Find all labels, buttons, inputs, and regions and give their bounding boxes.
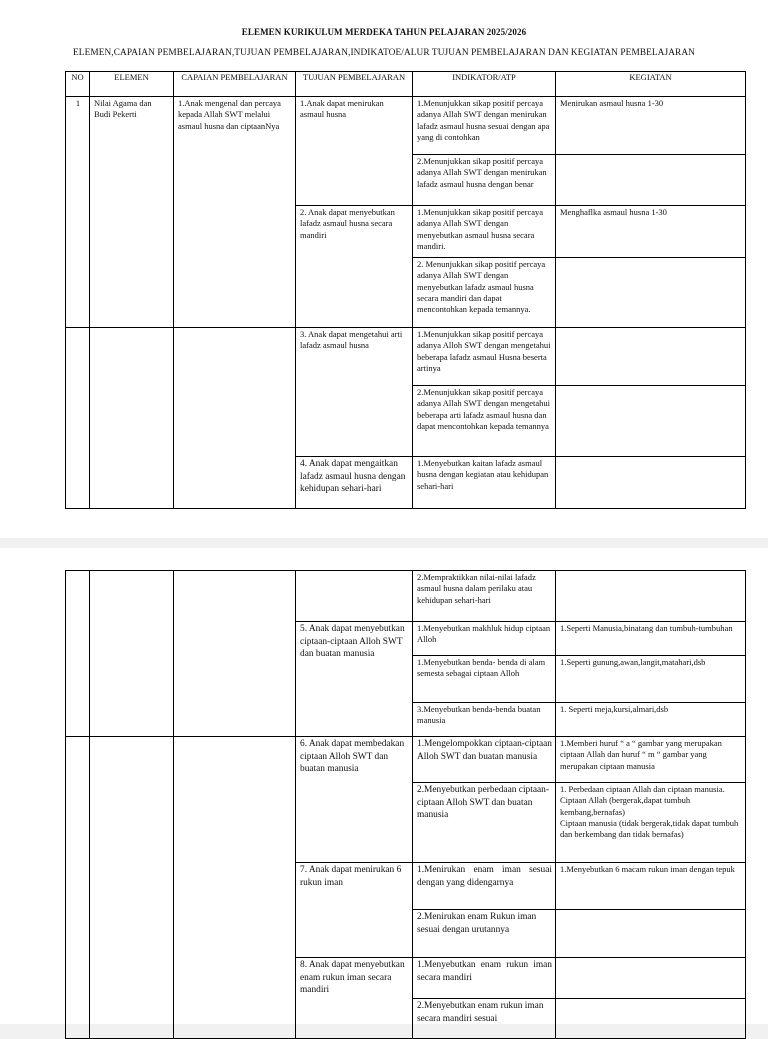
row-capaian-empty: [174, 328, 296, 509]
row-elemen-empty: [90, 328, 174, 509]
indikator-cell: 1.Menyebutkan makhluk hidup ciptaan Alloh: [413, 622, 556, 656]
kegiatan-cell: [556, 783, 746, 863]
header-tujuan: TUJUAN PEMBELAJARAN: [296, 72, 413, 97]
row-capaian-empty: [174, 571, 296, 737]
table-row: [66, 737, 746, 783]
indikator-cell: 2.Menirukan enam Rukun iman sesuai dengan urutannya: [413, 910, 556, 958]
kegiatan-cell: Menghaflka asmaul husna 1-30: [556, 206, 746, 258]
row-elemen: Nilai Agama dan Budi Pekerti: [90, 97, 174, 328]
indikator-cell: 1.Menyebutkan enam rukun iman secara mandiri: [413, 958, 556, 999]
indikator-cell: 2.Mempraktikkan nilai-nilai lafadz asmaul husna dalam perilaku atau kehidupan sehari-hari: [413, 571, 556, 622]
tujuan-cell: 2. Anak dapat menyebutkan lafadz asmaul husna secara mandiri: [296, 206, 413, 328]
table-row: [66, 97, 746, 155]
kegiatan-cell: [556, 386, 746, 457]
kegiatan-line: 1. Perbedaan ciptaan Allah dan ciptaan manusia.: [560, 784, 725, 794]
kegiatan-cell: [556, 457, 746, 509]
indikator-cell: 1.Menirukan enam iman sesuai dengan yang didengarnya: [413, 863, 556, 910]
indikator-cell: 2.Menyebutkan perbedaan ciptaan-ciptaan Alloh SWT dan buatan manusia: [413, 783, 556, 863]
indikator-cell: 2.Menunjukkan sikap positif percaya adanya Allah SWT dengan menirukan lafadz asmaul husna dengan benar: [413, 155, 556, 206]
indikator-cell: 1.Menunjukkan sikap positif percaya adanya Allah SWT dengan menyebutkan asmaul husna secara mandiri.: [413, 206, 556, 258]
indikator-cell: 2. Menunjukkan sikap positif percaya adanya Allah SWT dengan menyebutkan lafadz asmaul husna secara mandiri dan dapat mencontohkan kepada temannya.: [413, 258, 556, 328]
indikator-cell: 2.Menunjukkan sikap positif percaya adanya Allah SWT dengan mengetahui beberapa arti lafadz asmaul husna dan dapat mencontohkan kepada temannya: [413, 386, 556, 457]
kegiatan-cell: [556, 910, 746, 958]
document-subtitle: ELEMEN,CAPAIAN PEMBELAJARAN,TUJUAN PEMBELAJARAN,INDIKATOE/ALUR TUJUAN PEMBELAJARAN DAN KEGIATAN PEMBELAJARAN: [73, 48, 695, 58]
tujuan-cell: 8. Anak dapat menyebutkan enam rukun iman secara mandiri: [296, 958, 413, 1039]
tujuan-cell: 4. Anak dapat mengaitkan lafadz asmaul husna dengan kehidupan sehari-hari: [296, 457, 413, 509]
tujuan-cell: 7. Anak dapat menirukan 6 rukun iman: [296, 863, 413, 958]
row-no-empty: [66, 328, 90, 509]
kegiatan-cell: 1.Memberi huruf “ a “ gambar yang merupakan ciptaan Allah dan huruf “ m “ gambar yang merupakan ciptaan manusia: [556, 737, 746, 783]
table-header-row: [66, 72, 746, 97]
indikator-cell: 1.Mengelompokkan ciptaan-ciptaan Alloh SWT dan buatan manusia: [413, 737, 556, 783]
kegiatan-cell: [556, 258, 746, 328]
header-capaian: CAPAIAN PEMBELAJARAN: [174, 72, 296, 97]
kegiatan-line: Ciptaan Allah (bergerak,dapat tumbuh kembang,bernafas): [560, 795, 691, 817]
kegiatan-cell: [556, 155, 746, 206]
indikator-cell: 1.Menunjukkan sikap positif percaya adanya Allah SWT dengan menirukan lafadz asmaul husna sesuai dengan apa yang di contohkan: [413, 97, 556, 155]
row-elemen-empty: [90, 571, 174, 737]
indikator-cell: 1.Menyebutkan benda- benda di alam semesta sebagai ciptaan Alloh: [413, 656, 556, 703]
table-row: [66, 328, 746, 386]
tujuan-cell: 6. Anak dapat membedakan ciptaan Alloh SWT dan buatan manusia: [296, 737, 413, 863]
header-kegiatan: KEGIATAN: [556, 72, 746, 97]
tujuan-cell: 1.Anak dapat menirukan asmaul husna: [296, 97, 413, 206]
curriculum-table-page-2: [65, 570, 746, 1039]
kegiatan-cell: [556, 328, 746, 386]
indikator-cell: 1.Menyebutkan kaitan lafadz asmaul husna dengan kegiatan atau kehidupan sehari-hari: [413, 457, 556, 509]
table-row: [66, 571, 746, 622]
tujuan-cell: 5. Anak dapat menyebutkan ciptaan-ciptaan Alloh SWT dan buatan manusia: [296, 622, 413, 737]
tujuan-cell: [296, 571, 413, 622]
row-no-empty: [66, 571, 90, 737]
header-elemen: ELEMEN: [90, 72, 174, 97]
kegiatan-cell: [556, 958, 746, 999]
curriculum-table-page-1: [65, 71, 746, 509]
kegiatan-cell: 1.Seperti gunung,awan,langit,matahari,dsb: [556, 656, 746, 703]
indikator-cell: 2.Menyebutkan enam rukun iman secara mandiri sesuai: [413, 999, 556, 1039]
kegiatan-line: Ciptaan manusia (tidak bergerak,tidak dapat tumbuh dan berkembang dan tidak bernafas): [560, 817, 739, 840]
kegiatan-cell: 1. Seperti meja,kursi,almari,dsb: [556, 703, 746, 737]
row-no: 1: [66, 97, 90, 328]
indikator-cell: 1.Menunjukkan sikap positif percaya adanya Alloh SWT dengan mengetahui beberapa lafadz asmaul Husna beserta artinya: [413, 328, 556, 386]
row-no-empty: [66, 737, 90, 1039]
kegiatan-cell: 1.Menyebutkan 6 macam rukun iman dengan tepuk: [556, 863, 746, 910]
indikator-cell: 3.Menyebutkan benda-benda buatan manusia: [413, 703, 556, 737]
row-capaian-empty: [174, 737, 296, 1039]
header-indikator: INDIKATOR/ATP: [413, 72, 556, 97]
kegiatan-cell: Menirukan asmaul husna 1-30: [556, 97, 746, 155]
kegiatan-cell: [556, 571, 746, 622]
document-page-2: [0, 548, 768, 1024]
tujuan-cell: 3. Anak dapat mengetahui arti lafadz asmaul husna: [296, 328, 413, 457]
kegiatan-cell: 1.Seperti Manusia,binatang dan tumbuh-tumbuhan: [556, 622, 746, 656]
row-capaian: 1.Anak mengenal dan percaya kepada Allah SWT melalui asmaul husna dan ciptaanNya: [174, 97, 296, 328]
row-elemen-empty: [90, 737, 174, 1039]
document-title: ELEMEN KURIKULUM MERDEKA TAHUN PELAJARAN 2025/2026: [241, 27, 527, 37]
header-no: NO: [66, 72, 90, 97]
kegiatan-cell: [556, 999, 746, 1039]
